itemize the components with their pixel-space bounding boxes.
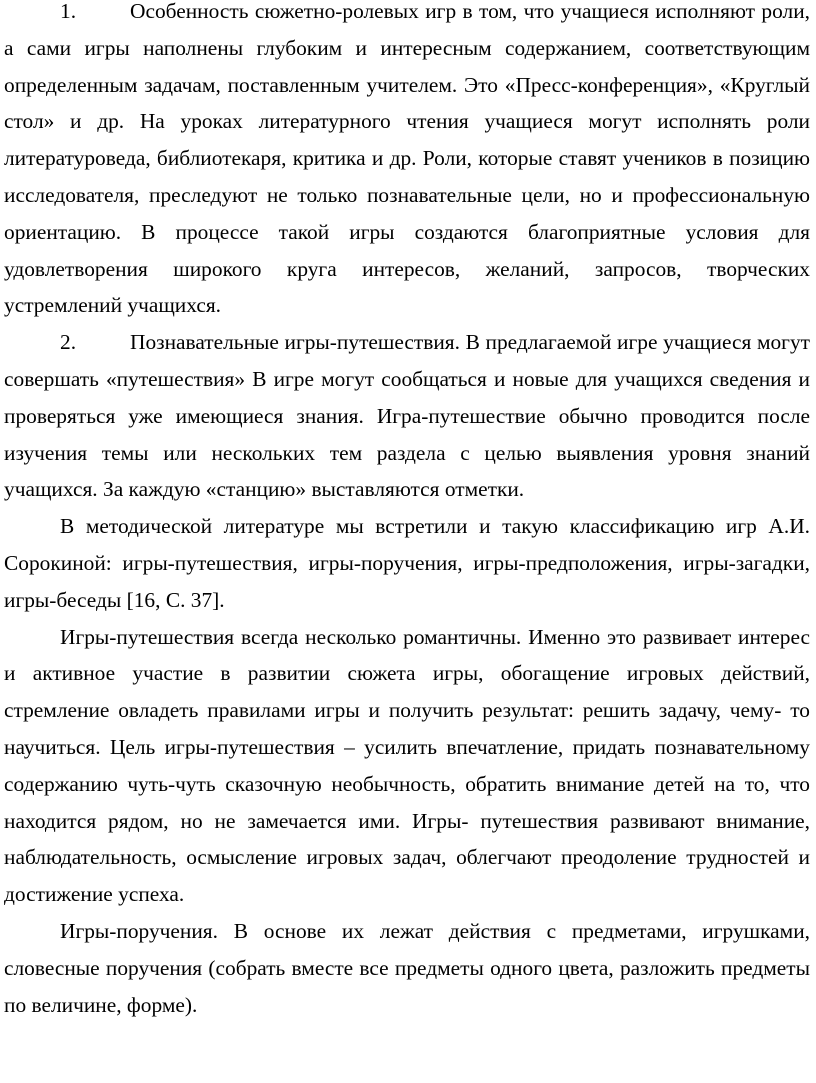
list-number: 2. [60, 330, 77, 355]
paragraph-text: Познавательные игры-путешествия. В предлагаемой игре учащиеся могут совершать «путешествия» В игре могут сообщаться и новые для учащихся сведения и проверяться уже имеющиеся знания. Игра-путешествие обычно проводится после изучения темы или нескольких тем раздела с целью выявления уровня знаний учащихся. За каждую «станцию» выставляются отметки. [4, 330, 810, 502]
paragraph-poznavatelnye-igry [4, 324, 810, 508]
paragraph-text: Особенность сюжетно-ролевых игр в том, что учащиеся исполняют роли, а сами игры наполнены глубоким и интересным содержанием, соответствующим определенным задачам, поставленным учителем. Это «Пресс-конференция», «Круглый стол» и др. На уроках литературного чтения учащиеся могут исполнять роли литературоведа, библиотекаря, критика и др. Роли, которые ставят учеников в позицию исследователя, преследуют не только познавательные цели, но и профессиональную ориентацию. В процессе такой игры создаются благоприятные условия для удовлетворения широкого круга интересов, желаний, запросов, творческих устремлений учащихся. [4, 0, 810, 318]
list-number: 1. [60, 0, 77, 23]
paragraph-classification: В методической литературе мы встретили и такую классификацию игр А.И. Сорокиной: игры-путешествия, игры-поручения, игры-предположения, игры-загадки, игры-беседы [16, С. 37]. [4, 514, 810, 612]
paragraph-igry-puteshestviya: Игры-путешествия всегда несколько романтичны. Именно это развивает интерес и активное участие в развитии сюжета игры, обогащение игровых действий, стремление овладеть правилами игры и получить результат: решить задачу, чему- то научиться. Цель игры-путешествия – усилить впечатление, придать познавательному содержанию чуть-чуть сказочную необычность, обратить внимание детей на то, что находится рядом, но не замечается ими. Игры- путешествия развивают внимание, наблюдательность, осмысление игровых задач, облегчают преодоление трудностей и достижение успеха. [4, 624, 810, 907]
paragraph-igry-porucheniya: Игры-поручения. В основе их лежат действия с предметами, игрушками, словесные поручения (собрать вместе все предметы одного цвета, разложить предметы по величине, форме). [4, 918, 810, 1017]
paragraph-sjuzhetno-rolevye [4, 0, 810, 324]
